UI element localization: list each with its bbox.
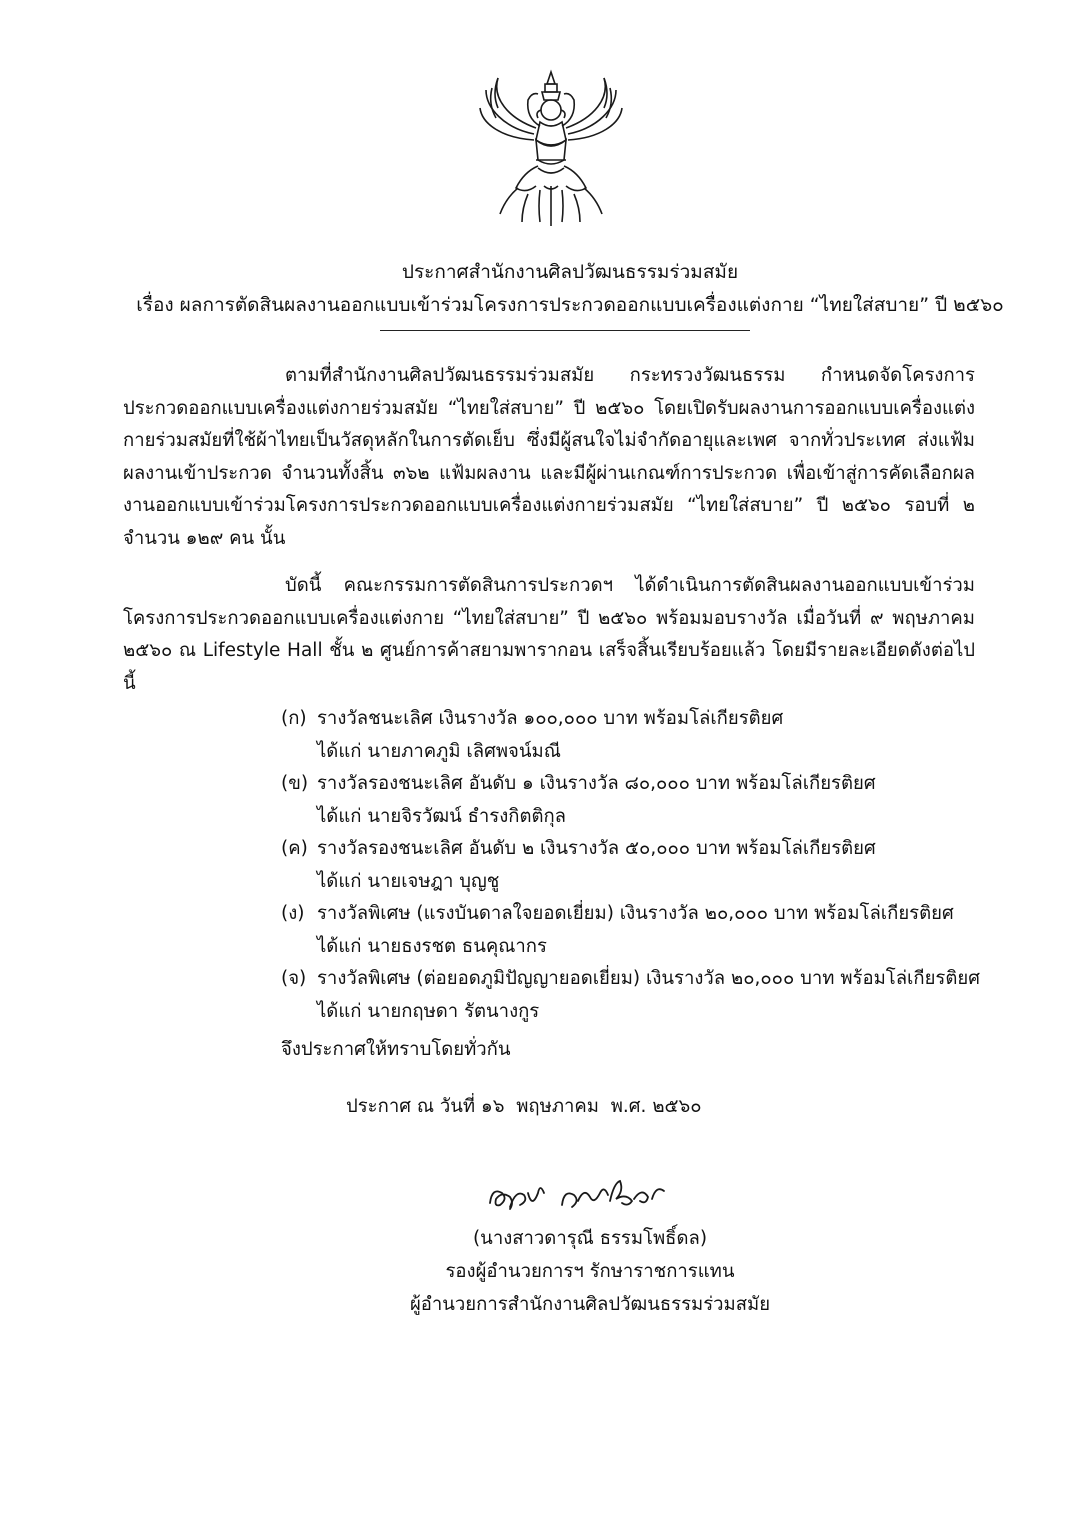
award-winner: ได้แก่ นายภาคภูมิ เลิศพจน์มณี bbox=[317, 740, 561, 762]
body-paragraph-1 bbox=[123, 360, 975, 555]
award-winner: ได้แก่ นายกฤษดา รัตนางกูร bbox=[317, 1000, 540, 1022]
award-prize: รางวัลพิเศษ (ต่อยอดภูมิปัญญายอดเยี่ยม) เงินรางวัล ๒๐,๐๐๐ บาท พร้อมโล่เกียรติยศ bbox=[317, 968, 980, 989]
signer-name: (นางสาวดารุณี ธรรมโพธิ์ดล) bbox=[472, 1228, 708, 1249]
award-label: (ข) bbox=[281, 773, 309, 794]
announcement-title: ประกาศสำนักงานศิลปวัฒนธรรมร่วมสมัย bbox=[401, 261, 739, 283]
paragraph-text: ตามที่สำนักงานศิลปวัฒนธรรมร่วมสมัย กระทรวงวัฒนธรรม กำหนดจัดโครงการประกวดออกแบบเครื่องแต่งกายร่วมสมัย “ไทยใส่สบาย” ปี ๒๕๖๐ โดยเปิดรับผลงานการออกแบบเครื่องแต่งกายร่วมสมัยที่ใช้ผ้าไทยเป็นวัสดุหลักในการตัดเย็บ ซึ่งมีผู้สนใจไม่จำกัดอายุและเพศ จากทั่วประเทศ ส่งแฟ้มผลงานเข้าประกวด จำนวนทั้งสิ้น ๓๖๒ แฟ้มผลงาน และมีผู้ผ่านเกณฑ์การประกวด เพื่อเข้าสู่การคัดเลือกผลงานออกแบบเข้าร่วมโครงการประกวดออกแบบเครื่องแต่งกายร่วมสมัย “ไทยใส่สบาย” ปี ๒๕๖๐ รอบที่ ๒ จำนวน ๑๒๙ คน นั้น bbox=[123, 365, 975, 549]
award-item bbox=[281, 768, 1001, 833]
body-paragraph-2 bbox=[123, 570, 975, 700]
closing-statement: จึงประกาศให้ทราบโดยทั่วกัน bbox=[281, 1039, 511, 1060]
award-item bbox=[281, 833, 1001, 898]
signer-block bbox=[380, 1222, 800, 1321]
announcement-header bbox=[120, 256, 1020, 322]
award-item bbox=[281, 963, 1001, 1028]
award-label: (ก) bbox=[281, 708, 307, 729]
award-label: (ง) bbox=[281, 903, 305, 924]
award-label: (จ) bbox=[281, 968, 307, 989]
handwritten-signature bbox=[484, 1173, 674, 1215]
award-winner: ได้แก่ นายเจษฎา บุญชู bbox=[317, 870, 500, 892]
award-winner: ได้แก่ นายธงรชต ธนคุณากร bbox=[317, 935, 547, 957]
award-winner: ได้แก่ นายจิรวัฒน์ ธำรงกิตติกุล bbox=[317, 805, 567, 827]
award-label: (ค) bbox=[281, 838, 308, 859]
paragraph-text: บัดนี้ คณะกรรมการตัดสินการประกวดฯ ได้ดำเนินการตัดสินผลงานออกแบบเข้าร่วมโครงการประกวดออกแบบเครื่องแต่งกาย “ไทยใส่สบาย” ปี ๒๕๖๐ พร้อมมอบรางวัล เมื่อวันที่ ๙ พฤษภาคม ๒๕๖๐ ณ Lifestyle Hall ชั้น ๒ ศูนย์การค้าสยามพารากอน เสร็จสิ้นเรียบร้อยแล้ว โดยมีรายละเอียดดังต่อไปนี้ bbox=[123, 575, 975, 694]
award-prize: รางวัลชนะเลิศ เงินรางวัล ๑๐๐,๐๐๐ บาท พร้อมโล่เกียรติยศ bbox=[317, 708, 784, 729]
announcement-subject: เรื่อง ผลการตัดสินผลงานออกแบบเข้าร่วมโครงการประกวดออกแบบเครื่องแต่งกาย “ไทยใส่สบาย” ปี ๒๕๖๐ bbox=[136, 294, 1004, 316]
award-prize: รางวัลรองชนะเลิศ อันดับ ๑ เงินรางวัล ๘๐,๐๐๐ บาท พร้อมโล่เกียรติยศ bbox=[317, 773, 876, 794]
announcement-date: ประกาศ ณ วันที่ ๑๖ พฤษภาคม พ.ศ. ๒๕๖๐ bbox=[346, 1096, 702, 1117]
signer-position: รองผู้อำนวยการฯ รักษาราชการแทน bbox=[445, 1261, 735, 1282]
signer-office: ผู้อำนวยการสำนักงานศิลปวัฒนธรรมร่วมสมัย bbox=[409, 1294, 771, 1315]
award-item bbox=[281, 703, 1001, 768]
garuda-emblem-icon bbox=[478, 68, 624, 230]
award-prize: รางวัลรองชนะเลิศ อันดับ ๒ เงินรางวัล ๕๐,๐๐๐ บาท พร้อมโล่เกียรติยศ bbox=[317, 838, 876, 859]
award-list bbox=[281, 703, 1001, 1028]
award-item bbox=[281, 898, 1001, 963]
title-divider bbox=[380, 330, 750, 331]
award-prize: รางวัลพิเศษ (แรงบันดาลใจยอดเยี่ยม) เงินรางวัล ๒๐,๐๐๐ บาท พร้อมโล่เกียรติยศ bbox=[317, 903, 954, 924]
